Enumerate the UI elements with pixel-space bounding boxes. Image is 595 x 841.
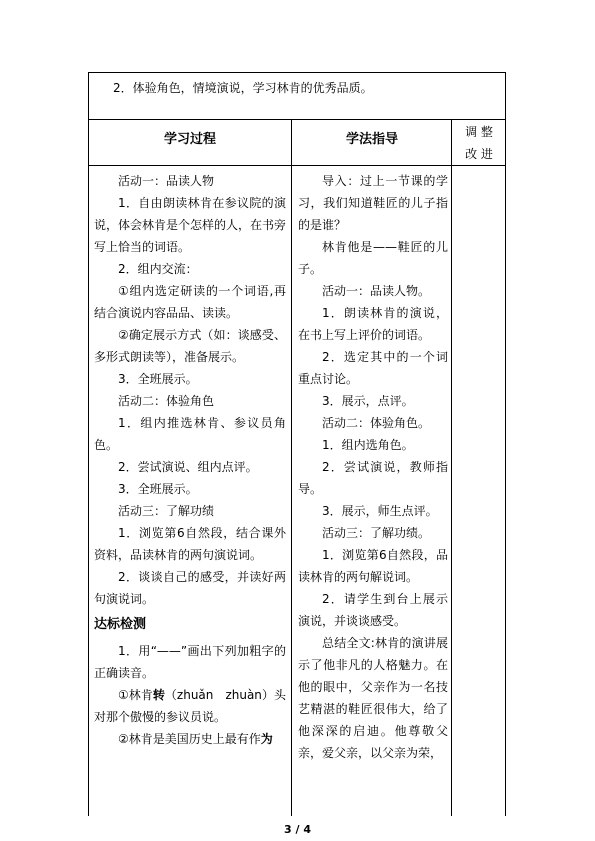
guidance-summary: 总结全文:林肯的演讲展示了他非凡的人格魅力。在他的眼中，父亲作为一名技艺精湛的鞋匠很伟大，给了他深深的启迪。他尊敬父亲，爱父亲，以父亲为荣， bbox=[298, 636, 448, 760]
guidance-activity-1-step-1: 1．朗读林肯的演说，在书上写上评价的词语。 bbox=[298, 306, 448, 342]
guidance-activity-2-step-3: 3．展示，师生点评。 bbox=[322, 504, 438, 518]
guidance-activity-1-title: 活动一：品读人物。 bbox=[322, 284, 431, 298]
activity-3-step-2: 2．谈谈自己的感受，并读好两句演说词。 bbox=[94, 570, 286, 606]
exercise-1: 1．用“——”画出下列加粗字的正确读音。 bbox=[94, 644, 286, 680]
page-number: 3 / 4 bbox=[284, 823, 311, 836]
guidance-activity-2-step-2: 2．尝试演说，教师指导。 bbox=[298, 460, 448, 496]
section-assessment-title: 达标检测 bbox=[94, 617, 147, 632]
header-adjust bbox=[452, 121, 506, 165]
guidance-activity-1-step-3: 3．展示，点评。 bbox=[322, 394, 414, 408]
activity-1-step-2b: ②确定展示方式（如：谈感受、多形式朗读等），准备展示。 bbox=[94, 328, 286, 364]
activity-2-step-3: 3．全班展示。 bbox=[118, 482, 198, 496]
learning-guidance-column bbox=[298, 170, 448, 764]
activity-2-step-1: 1．组内推选林肯、参议员角色。 bbox=[94, 416, 286, 452]
table-border-right bbox=[505, 72, 506, 816]
table-divider-1 bbox=[291, 119, 292, 816]
exercise-1-item-1-start: ①林肯 bbox=[118, 688, 153, 702]
header-learning-guidance: 学法指导 bbox=[345, 132, 398, 147]
guidance-intro: 导入：过上一节课的学习，我们知道鞋匠的儿子指的是谁？ bbox=[298, 174, 448, 232]
exercise-1-item-1-bold-char: 转 bbox=[152, 688, 165, 702]
table-border-top bbox=[88, 72, 506, 73]
guidance-activity-2-title: 活动二：体验角色。 bbox=[322, 416, 431, 430]
guidance-intro-answer: 林肯他是——鞋匠的儿子。 bbox=[298, 240, 448, 276]
guidance-activity-3-step-2: 2．请学生到台上展示演说，并谈谈感受。 bbox=[298, 592, 448, 628]
table-border-row2 bbox=[88, 165, 506, 166]
header-adjust-line1: 调 整 bbox=[465, 125, 493, 139]
activity-1-step-2a: ①组内选定研读的一个词语,再结合演说内容品品、读读。 bbox=[94, 284, 286, 320]
objective-text: 2．体验角色，情境演说，学习林肯的优秀品质。 bbox=[113, 81, 373, 95]
exercise-1-item-2 bbox=[94, 728, 286, 750]
exercise-1-item-1 bbox=[94, 684, 286, 728]
guidance-activity-1-step-2: 2．选定其中的一个词重点讨论。 bbox=[298, 350, 448, 386]
guidance-activity-3-step-1: 1．浏览第6自然段，品读林肯的两句解说词。 bbox=[298, 548, 448, 584]
activity-1-step-3: 3．全班展示。 bbox=[118, 372, 198, 386]
activity-3-title: 活动三：了解功绩 bbox=[118, 504, 215, 518]
activity-3-step-1: 1．浏览第6自然段，结合课外资料，品读林肯的两句演说词。 bbox=[94, 526, 286, 562]
activity-1-title: 活动一：品读人物 bbox=[118, 174, 215, 188]
exercise-1-item-1-rest: （zhuǎn zhuàn）头对那个傲慢的参议员说。 bbox=[94, 688, 286, 724]
activity-2-title: 活动二：体验角色 bbox=[118, 394, 215, 408]
exercise-1-item-2-start: ②林肯是美国历史上最有作 bbox=[118, 732, 261, 746]
table-border-row1 bbox=[88, 119, 506, 120]
header-learning-process: 学习过程 bbox=[163, 132, 216, 147]
table-divider-2 bbox=[451, 119, 452, 816]
guidance-activity-3-title: 活动三：了解功绩。 bbox=[322, 526, 431, 540]
header-adjust-line2: 改 进 bbox=[465, 147, 493, 161]
activity-1-step-1: 1．自由朗读林肯在参议院的演说，体会林肯是个怎样的人，在书旁写上恰当的词语。 bbox=[94, 196, 287, 254]
activity-2-step-2: 2．尝试演说、组内点评。 bbox=[118, 460, 258, 474]
activity-1-step-2: 2．组内交流： bbox=[118, 262, 198, 276]
table-border-left bbox=[88, 72, 89, 816]
learning-process-column bbox=[94, 170, 286, 750]
guidance-activity-2-step-1: 1．组内选角色。 bbox=[322, 438, 414, 452]
exercise-1-item-2-bold-char: 为 bbox=[260, 732, 273, 746]
